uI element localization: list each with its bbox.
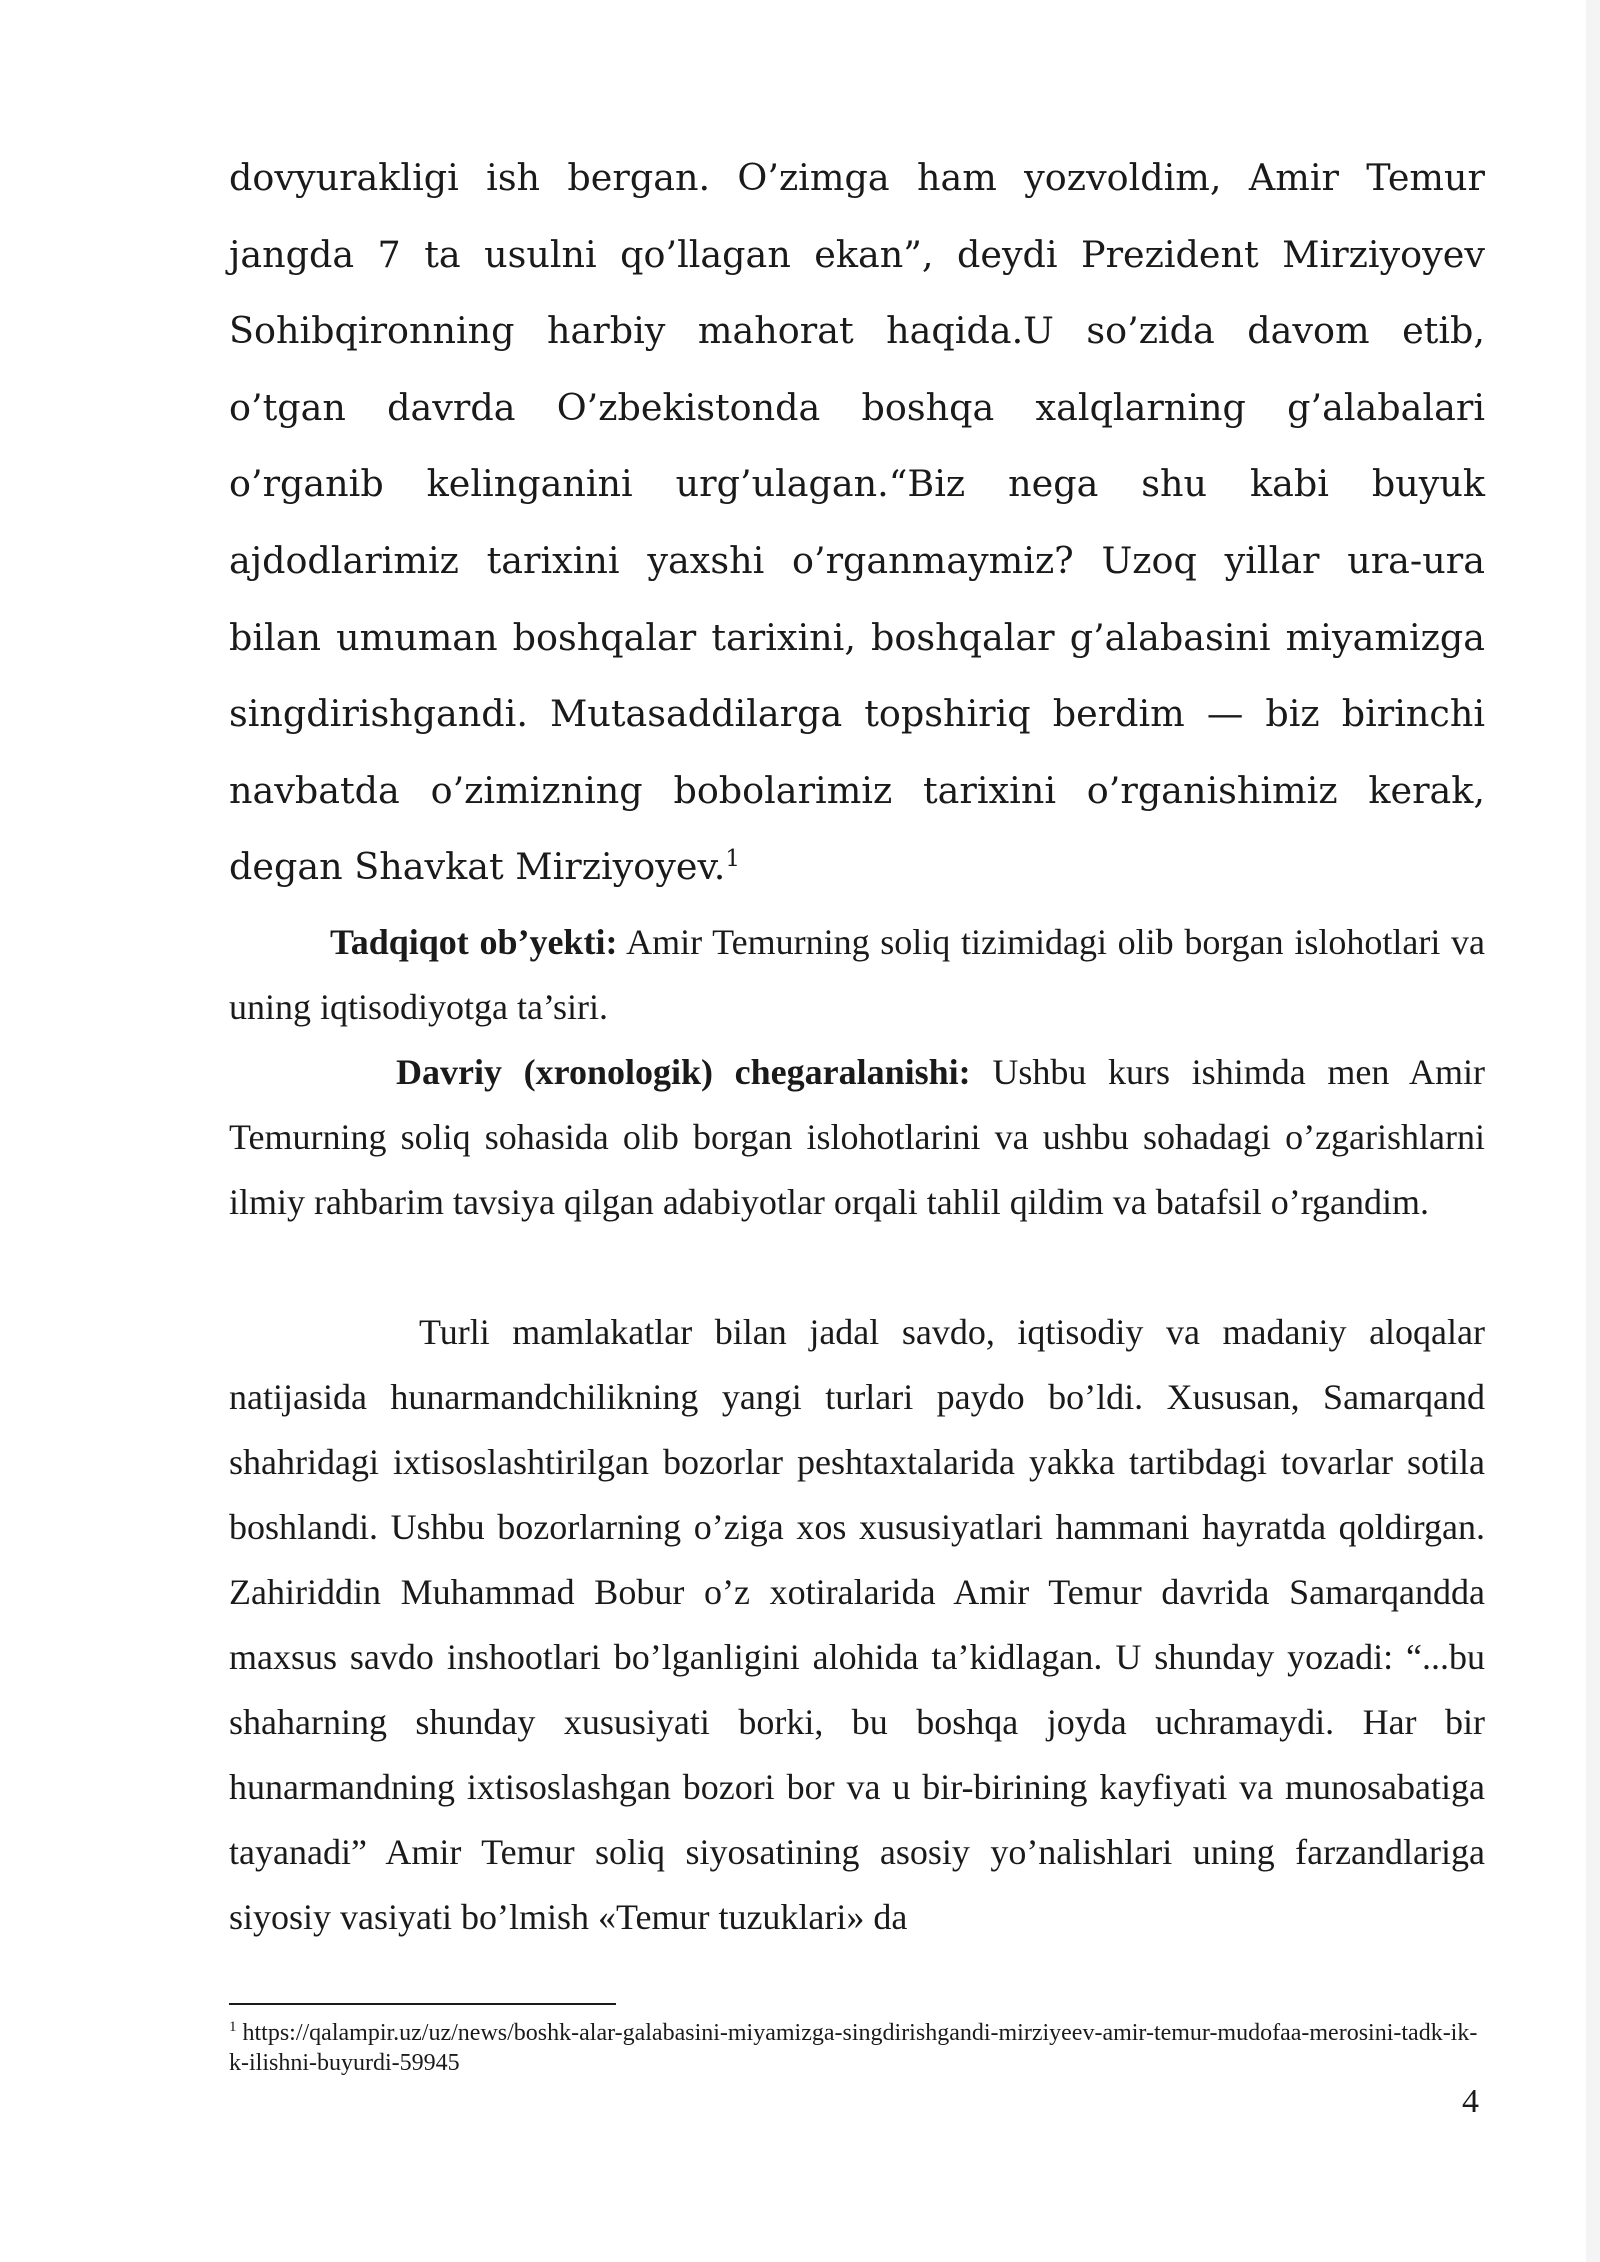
paragraph-research-object xyxy=(229,910,1485,1040)
paragraph-label: Tadqiqot ob’yekti: xyxy=(330,922,618,962)
paragraph-text: dovyurakligi ish bergan. O’zimga ham yozvoldim, Amir Temur jangda 7 ta usulni qo’llagan ekan”, deydi Prezident Mirziyoyev Sohibqironning harbiy mahorat haqida.U so’zida davom etib, o’tgan davrda O’zbekistonda boshqa xalqlarning g’alabalari o’rganib kelinganini urg’ulagan.“Biz nega shu kabi buyuk ajdodlarimiz tarixini yaxshi o’rganmaymiz? Uzoq yillar ura-ura bilan umuman boshqalar tarixini, boshqalar g’alabasini miyamizga singdirishgandi. Mutasaddilarga topshiriq berdim — biz birinchi navbatda o’zimizning bobolarimiz tarixini o’rganishimiz kerak, degan Shavkat Mirziyoyev. xyxy=(229,156,1485,889)
footnote-link[interactable]: https://qalampir.uz/uz/news/boshk-alar-galabasini-miyamizga-singdirishgandi-mirziyeev-amir-temur-mudofaa-merosini-tadk-ik-k-ilishni-buyurdi-59945 xyxy=(229,2020,1478,2076)
page-number: 4 xyxy=(1462,2083,1479,2120)
paragraph-text: Amir Temurning soliq tizimidagi olib borgan islohotlari va uning iqtisodiyotga ta’siri. xyxy=(229,922,1485,1027)
paragraph-chronological-scope xyxy=(229,1040,1485,1235)
page-edge-shadow xyxy=(1586,0,1600,2262)
paragraph-text: Turli mamlakatlar bilan jadal savdo, iqtisodiy va madaniy aloqalar natijasida hunarmandchilikning yangi turlari paydo bo’ldi. Xususan, Samarqand shahridagi ixtisoslashtirilgan bozorlar peshtaxtalarida yakka tartibdagi tovarlar sotila boshlandi. Ushbu bozorlarning o’ziga xos xususiyatlari hammani hayratda qoldirgan. Zahiriddin Muhammad Bobur o’z xotiralarida Amir Temur davrida Samarqandda maxsus savdo inshootlari bo’lganligini alohida ta’kidlagan. U shunday yozadi: “...bu shaharning shunday xususiyati borki, bu boshqa joyda uchramaydi. Har bir hunarmandning ixtisoslashgan bozori bor va u bir-birining kayfiyati va munosabatiga tayanadi” Amir Temur soliq siyosatining asosiy yo’nalishlari uning farzandlariga siyosiy vasiyati bo’lmish «Temur tuzuklari» da xyxy=(229,1312,1485,1937)
paragraph-trade-crafts xyxy=(229,1300,1485,1950)
paragraph-text: Ushbu kurs ishimda men Amir Temurning soliq sohasida olib borgan islohotlarini va ushbu sohadagi o’zgarishlarni ilmiy rahbarim tavsiya qilgan adabiyotlar orqali tahlil qildim va batafsil o’rgandim. xyxy=(229,1052,1485,1222)
footnote-number: 1 xyxy=(229,2019,237,2035)
paragraph-label: Davriy (xronologik) chegaralanishi: xyxy=(396,1052,971,1092)
paragraph-president-quote xyxy=(229,140,1485,906)
footnote xyxy=(229,2018,1485,2078)
footnote-reference[interactable]: 1 xyxy=(725,846,740,873)
footnote-separator xyxy=(229,2003,616,2005)
